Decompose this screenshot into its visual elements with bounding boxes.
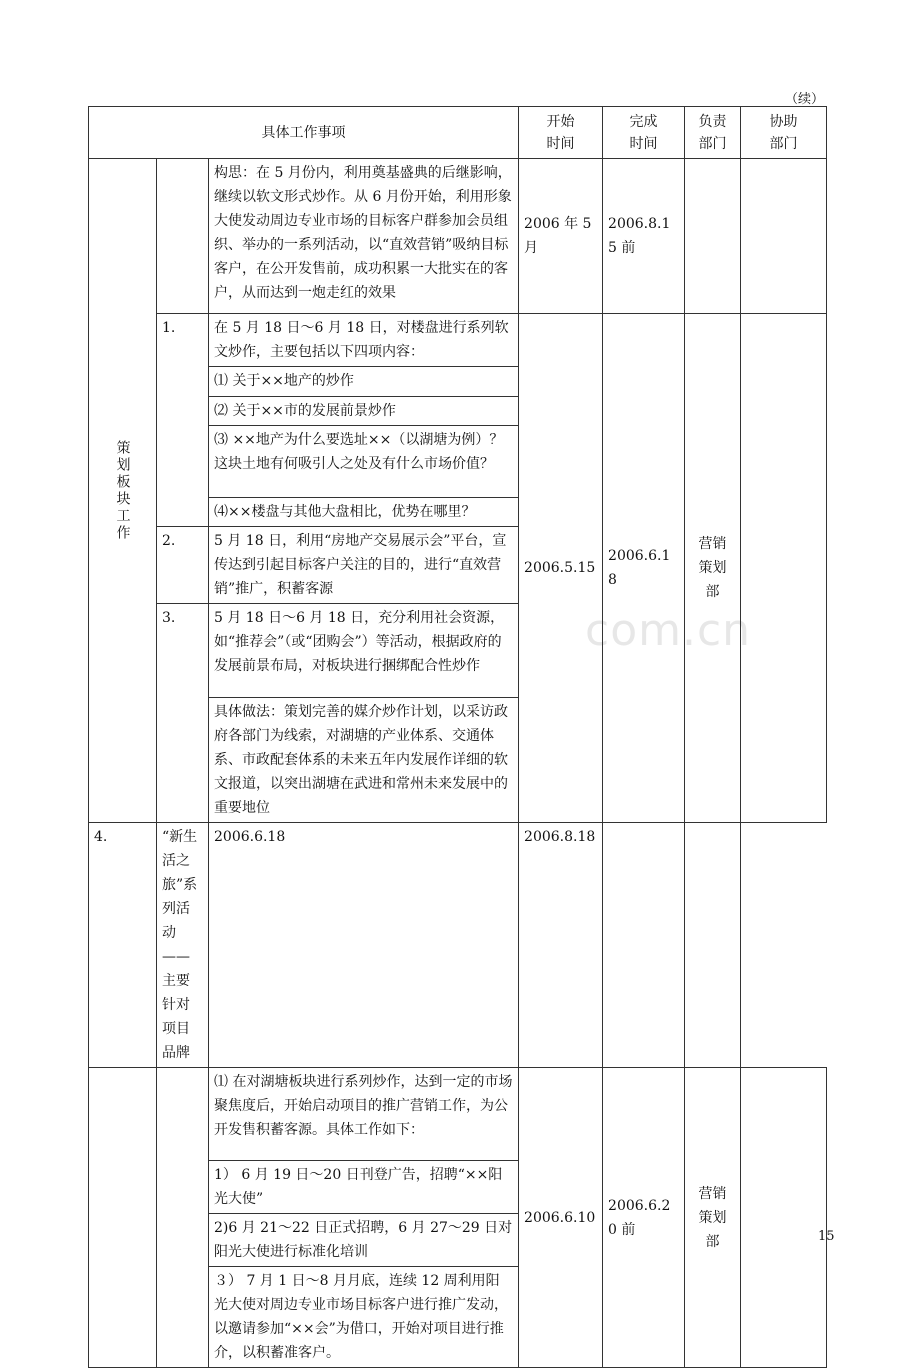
category-cell <box>89 159 157 823</box>
item4-start: 2006.6.18 <box>209 823 519 1068</box>
sub-item-text: ⑵ 关于××市的发展前景炒作 <box>209 397 519 426</box>
concept-finish: 2006.8.15 前 <box>603 159 685 314</box>
item4-finish: 2006.8.18 <box>519 823 603 1068</box>
item-text: 5 月 18 日～6 月 18 日，充分利用社会资源，如“推荐会”（或“团购会”）等活动，根据政府的发展前景布局，对板块进行捆绑配合性炒作 <box>209 604 519 698</box>
row-number: 4. <box>89 823 157 1068</box>
category-cell-continued <box>89 1068 157 1368</box>
header-start-time: 开始 时间 <box>519 107 603 159</box>
item-detail-text: 具体做法：策划完善的媒介炒作计划，以采访政府各部门为线索，对湖塘的产业体系、交通体系、市政配套体系的未来五年内发展作详细的软文报道，以突出湖塘在武进和常州未来发展中的重要地位 <box>209 698 519 823</box>
sub-item-text: ⑴ 在对湖塘板块进行系列炒作，达到一定的市场聚焦度后，开始启动项目的推广营销工作，为公开发售积蓄客源。具体工作如下： <box>209 1068 519 1161</box>
header-item: 具体工作事项 <box>89 107 519 159</box>
concept-start: 2006 年 5 月 <box>519 159 603 314</box>
row-number: 1. <box>157 314 209 527</box>
table-row <box>89 314 827 367</box>
row-number-cell <box>157 1068 209 1368</box>
table-row <box>89 823 827 1068</box>
work-plan-table <box>88 106 827 1368</box>
item-text: 在 5 月 18 日～6 月 18 日，对楼盘进行系列软文炒作，主要包括以下四项内容： <box>209 314 519 367</box>
sub-item-text: ⑷××楼盘与其他大盘相比，优势在哪里？ <box>209 498 519 527</box>
group1-owner: 营销 策划 部 <box>685 314 741 823</box>
sub-item-text: 1） 6 月 19 日～20 日刊登广告，招聘“××阳光大使” <box>209 1161 519 1214</box>
sub-item-text: ⑶ ××地产为什么要选址××（以湖塘为例）？这块土地有何吸引人之处及有什么市场价值？ <box>209 426 519 498</box>
header-assist-dept: 协助 部门 <box>741 107 827 159</box>
header-row <box>89 107 827 159</box>
watermark: com.cn <box>585 605 752 656</box>
item4-assist <box>685 823 741 1068</box>
page-number: 15 <box>818 1229 835 1244</box>
category-label: 策划板块工作 <box>114 439 131 542</box>
row-number-cell <box>157 159 209 314</box>
group2-finish: 2006.6.20 前 <box>603 1068 685 1368</box>
item-text: “新生活之旅”系列活动——主要针对项目品牌 <box>157 823 209 1068</box>
concept-owner <box>685 159 741 314</box>
group2-owner: 营销 策划 部 <box>685 1068 741 1368</box>
item4-owner <box>603 823 685 1068</box>
row-number: 3. <box>157 604 209 823</box>
header-finish-time: 完成 时间 <box>603 107 685 159</box>
group2-assist <box>741 1068 827 1368</box>
group1-start: 2006.5.15 <box>519 314 603 823</box>
sub-item-text: 2)6 月 21～22 日正式招聘，6 月 27～29 日对阳光大使进行标准化培训 <box>209 1214 519 1267</box>
concept-text: 构思：在 5 月份内，利用奠基盛典的后继影响，继续以软文形式炒作。从 6 月份开始，利用形象大使发动周边专业市场的目标客户群参加会员组织、举办的一系列活动，以“直效营销”吸纳目标客户，在公开发售前，成功积累一大批实在的客户，从而达到一炮走红的效果 <box>209 159 519 314</box>
item-text: 5 月 18 日，利用“房地产交易展示会”平台，宣传达到引起目标客户关注的目的，进行“直效营销”推广，积蓄客源 <box>209 527 519 604</box>
group1-finish: 2006.6.18 <box>603 314 685 823</box>
sub-item-text: ３） 7 月 1 日～8 月月底，连续 12 周利用阳光大使对周边专业市场目标客户进行推广发动，以邀请参加“××会”为借口，开始对项目进行推介，以积蓄准客户。 <box>209 1267 519 1368</box>
table-row <box>89 159 827 314</box>
row-number: 2. <box>157 527 209 604</box>
continued-label: （续） <box>784 92 824 107</box>
table-row <box>89 1068 827 1161</box>
header-owner-dept: 负责 部门 <box>685 107 741 159</box>
concept-assist <box>741 159 827 314</box>
group1-assist <box>741 314 827 823</box>
sub-item-text: ⑴ 关于××地产的炒作 <box>209 367 519 397</box>
group2-start: 2006.6.10 <box>519 1068 603 1368</box>
